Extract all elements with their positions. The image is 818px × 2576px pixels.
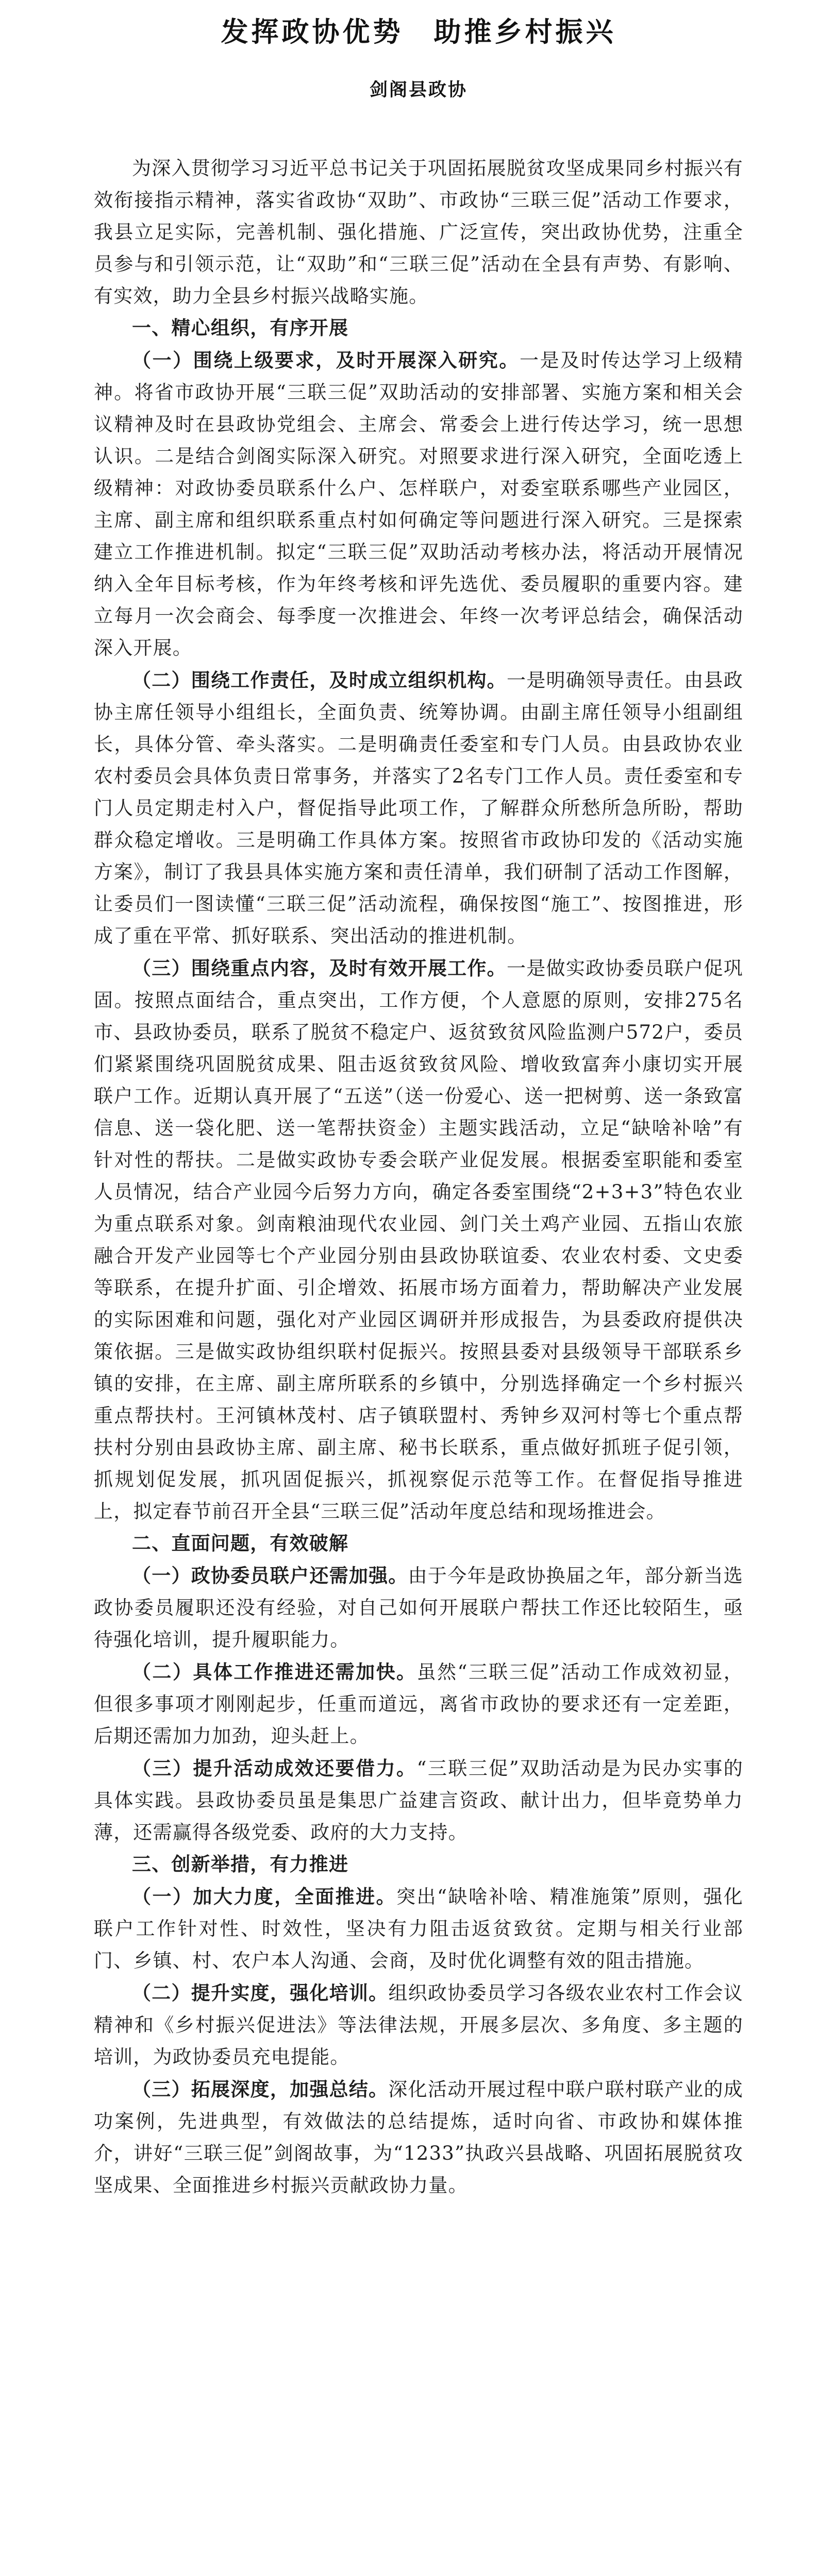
paragraph-lead: （一）围绕上级要求，及时开展深入研究。: [132, 349, 520, 371]
paragraph-lead: （三）提升活动成效还要借力。: [132, 1757, 417, 1780]
paragraph-text: 突出“缺啥补啥、精准施策”原则，强化联户工作针对性、时效性，坚决有力阻击返贫致贫。定期与相关行业部门、乡镇、村、农户本人沟通、会商，及时优化调整有效的阻击措施。: [94, 1886, 743, 1972]
body-paragraph: [94, 1752, 743, 1849]
paragraph-text: 一是做实政协委员联户促巩固。按照点面结合，重点突出，工作方便，个人意愿的原则，安排275名市、县政协委员，联系了脱贫不稳定户、返贫致贫风险监测户572户，委员们紧紧围绕巩固脱贫成果、阻击返贫致贫风险、增收致富奔小康切实开展联户工作。近期认真开展了“五送”（送一份爱心、送一把树剪、送一条致富信息、送一袋化肥、送一笔帮扶资金）主题实践活动，立足“缺啥补啥”有针对性的帮扶。二是做实政协专委会联产业促发展。根据委室职能和委室人员情况，结合产业园今后努力方向，确定各委室围绕“2+3+3”特色农业为重点联系对象。剑南粮油现代农业园、剑门关土鸡产业园、五指山农旅融合开发产业园等七个产业园分别由县政协联谊委、农业农村委、文史委等联系，在提升扩面、引企增效、拓展市场方面着力，帮助解决产业发展的实际困难和问题，强化对产业园区调研并形成报告，为县委政府提供决策依据。三是做实政协组织联村促振兴。按照县委对县级领导干部联系乡镇的安排，在主席、副主席所联系的乡镇中，分别选择确定一个乡村振兴重点帮扶村。王河镇林茂村、店子镇联盟村、秀钟乡双河村等七个重点帮扶村分别由县政协主席、副主席、秘书长联系，重点做好抓班子促引领，抓规划促发展，抓巩固促振兴，抓视察促示范等工作。在督促指导推进上，拟定春节前召开全县“三联三促”活动年度总结和现场推进会。: [94, 957, 743, 1522]
paragraph-lead: （二）提升实度，强化培训。: [132, 1981, 389, 2004]
paragraph-text: 组织政协委员学习各级农业农村工作会议精神和《乡村振兴促进法》等法律法规，开展多层次、多角度、多主题的培训，为政协委员充电提能。: [94, 1982, 743, 2068]
intro-paragraph: 为深入贯彻学习习近平总书记关于巩固拓展脱贫攻坚成果同乡村振兴有效衔接指示精神，落实省政协“双助”、市政协“三联三促”活动工作要求，我县立足实际，完善机制、强化措施、广泛宣传，突出政协优势，注重全员参与和引领示范，让“双助”和“三联三促”活动在全县有声势、有影响、有实效，助力全县乡村振兴战略实施。: [94, 157, 743, 307]
paragraph-text: 深化活动开展过程中联户联村联产业的成功案例，先进典型，有效做法的总结提炼，适时向省、市政协和媒体推介，讲好“三联三促”剑阁故事，为“1233”执政兴县战略、巩固拓展脱贫攻坚成果、全面推进乡村振兴贡献政协力量。: [94, 2078, 743, 2196]
paragraph-lead: （二）具体工作推进还需加快。: [132, 1660, 417, 1683]
paragraph-lead: （一）政协委员联户还需加强。: [132, 1564, 408, 1587]
section-heading: 一、精心组织，有序开展: [132, 317, 349, 339]
paragraph-lead: （一）加大力度，全面推进。: [132, 1885, 397, 1908]
paragraph-lead: （三）围绕重点内容，及时有效开展工作。: [132, 957, 507, 979]
paragraph-text: “三联三促”双助活动是为民办实事的具体实践。县政协委员虽是集思广益建言资政、献计出力，但毕竟势单力薄，还需赢得各级党委、政府的大力支持。: [94, 1757, 743, 1843]
body-paragraph: [94, 2073, 743, 2201]
body-paragraph: [94, 1560, 743, 1656]
section-heading: 二、直面问题，有效破解: [132, 1532, 349, 1554]
paragraph-text: 一是明确领导责任。由县政协主席任领导小组组长，全面负责、统筹协调。由副主席任领导小组副组长，具体分管、牵头落实。二是明确责任委室和专门人员。由县政协农业农村委员会具体负责日常事务，并落实了2名专门工作人员。责任委室和专门人员定期走村入户，督促指导此项工作，了解群众所愁所急所盼，帮助群众稳定增收。三是明确工作具体方案。按照省市政协印发的《活动实施方案》，制订了我县具体实施方案和责任清单，我们研制了活动工作图解，让委员们一图读懂“三联三促”活动流程，确保按图“施工”、按图推进，形成了重在平常、抓好联系、突出活动的推进机制。: [94, 669, 743, 947]
article-title: 发挥政协优势 助推乡村振兴: [221, 16, 616, 48]
body-paragraph: [94, 664, 743, 952]
body-paragraph: [94, 1656, 743, 1752]
paragraph-text: 一是及时传达学习上级精神。将省市政协开展“三联三促”双助活动的安排部署、实施方案和相关会议精神及时在县政协党组会、主席会、常委会上进行传达学习，统一思想认识。二是结合剑阁实际深入研究。对照要求进行深入研究，全面吃透上级精神：对政协委员联系什么户、怎样联户，对委室联系哪些产业园区，主席、副主席和组织联系重点村如何确定等问题进行深入研究。三是探索建立工作推进机制。拟定“三联三促”双助活动考核办法，将活动开展情况纳入全年目标考核，作为年终考核和评先选优、委员履职的重要内容。建立每月一次会商会、每季度一次推进会、年终一次考评总结会，确保活动深入开展。: [94, 349, 743, 659]
section-heading: 三、创新举措，有力推进: [132, 1853, 349, 1875]
article-author: 剑阁县政协: [369, 79, 468, 100]
body-paragraph: [94, 1880, 743, 1977]
body-paragraph: [94, 344, 743, 664]
paragraph-text: 由于今年是政协换届之年，部分新当选政协委员履职还没有经验，对自己如何开展联户帮扶工作还比较陌生，亟待强化培训，提升履职能力。: [94, 1565, 743, 1651]
body-paragraph: [94, 952, 743, 1528]
paragraph-lead: （二）围绕工作责任，及时成立组织机构。: [132, 669, 507, 691]
paragraph-text: 虽然“三联三促”活动工作成效初显，但很多事项才刚刚起步，任重而道远，离省市政协的要求还有一定差距，后期还需加力加劲，迎头赶上。: [94, 1661, 743, 1747]
paragraph-lead: （三）拓展深度，加强总结。: [132, 2078, 389, 2100]
body-paragraph: [94, 1977, 743, 2073]
